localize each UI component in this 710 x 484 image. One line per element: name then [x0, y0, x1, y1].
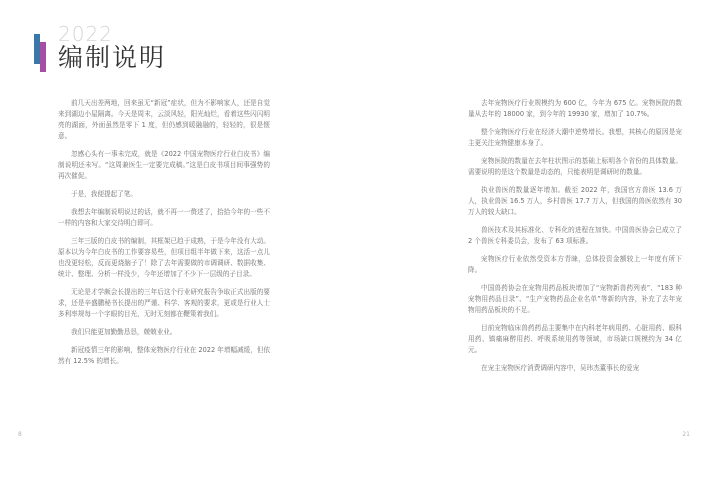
paragraph: 中国兽药协会在宠物用药品板块增加了“宠物新兽药列表”、“183 种宠物用药品目录”、“生产宠物药品企业名单”等新的内容，补充了去年宠物用药品板块的不足。 [468, 284, 682, 314]
paragraph: 我想去年编制说明说过的话，就不再一一赘述了，拾拾今年的一些不一样的内容和大家交待明白即可。 [58, 208, 270, 227]
page-title: 编制说明 [58, 43, 167, 72]
paragraph: 于是，我便提起了笔。 [71, 190, 137, 198]
paragraph: 宠物医疗行业依然受资本方青睐，总体投资金额较上一年度有所下降。 [468, 255, 682, 274]
paragraph: 兽医技术及其标准化、专科化的进程在加快。中国兽医协会已成立了 2 个兽医专科委员会，发布了 63 项标准。 [468, 226, 682, 245]
paragraph: 忽感心头有一事未完成，就是《2022 中国宠物医疗行业白皮书》编制说明还未写。“这周兼医生一定要完成稿。”这是白皮书项目间事强势的再次催促。 [58, 150, 270, 180]
paragraph: 无论是才学颇会长提出的三年后这个行业研究报告争取正式出版的要求，还是辛盛鹏秘书长提出的严谨、科学、客观的要求，更或是行业人士多利率规每一个字眼的目光，无时无刻都在鞭策着我们。 [58, 288, 270, 318]
left-column [58, 98, 270, 374]
paragraph: 前几天出差两地，回来虽无“新冠”症状，但为不影响家人，还是自觉来到湖边小屋隔离。今天是周末，云淡风轻，阳光灿烂，看着这些闪闪明亮的湖面，外面虽然是零下 1 度，但仍感到暖融融的，轻轻的，很是惬意。 [58, 99, 270, 140]
paragraph: 三年三版的白皮书的编制，其框架已趋于成熟，于是今年没有大动。原本以为今年白皮书的工作要容易些，但项目组半年做下来，这活一点儿也没更轻松，反而更烧脑子了！除了去年需要做的市调调研、数据收集、统计、整理、分析一样没少，今年还增加了不少下一层级的子目录。 [58, 237, 270, 278]
paragraph: 去年宠物医疗行业规模约为 600 亿，今年为 675 亿。宠物医院的数量从去年的 18000 家，到今年的 19930 家，增加了 10.7%。 [468, 99, 682, 118]
paragraph: 目前宠物临床兽药药品主要集中在内科老年病用药、心脏用药、眼科用药、镇痛麻醉用药、呼吸系统用药等领域，市场缺口规模约为 34 亿元。 [468, 324, 682, 354]
right-column [468, 98, 682, 381]
header-year: 2022 [58, 22, 113, 46]
page-number-left: 8 [18, 431, 22, 438]
paragraph: 在宠主宠物医疗消费调研内容中，吴玮杰董事长的爱宠 [481, 364, 640, 372]
accent-bar-purple [40, 42, 46, 72]
paragraph: 新冠疫情三年的影响，整体宠物医疗行业在 2022 年增幅减缓，但依然有 12.5% 的增长。 [58, 346, 271, 365]
page-number-right: 21 [682, 431, 690, 438]
section-header [34, 22, 254, 82]
paragraph: 执业兽医的数量逐年增加。截至 2022 年，我国官方兽医 13.6 万人，执业兽医 16.5 万人，乡村兽医 17.7 万人，但我国的兽医依然有 30 万人的较大缺口。 [468, 186, 682, 216]
paragraph: 宠物医院的数量在去年柱状图示的基础上标明各个省份的具体数量。需要说明的是这个数量是动态的，只能表明是调研时的数量。 [468, 157, 682, 176]
paragraph: 我们只能更加勤勤恳恳，兢兢业业。 [71, 328, 177, 336]
paragraph: 整个宠物医疗行业在经济大潮中逆势增长。我想，其核心的原因是宠主更关注宠物健康本身了。 [468, 128, 682, 147]
